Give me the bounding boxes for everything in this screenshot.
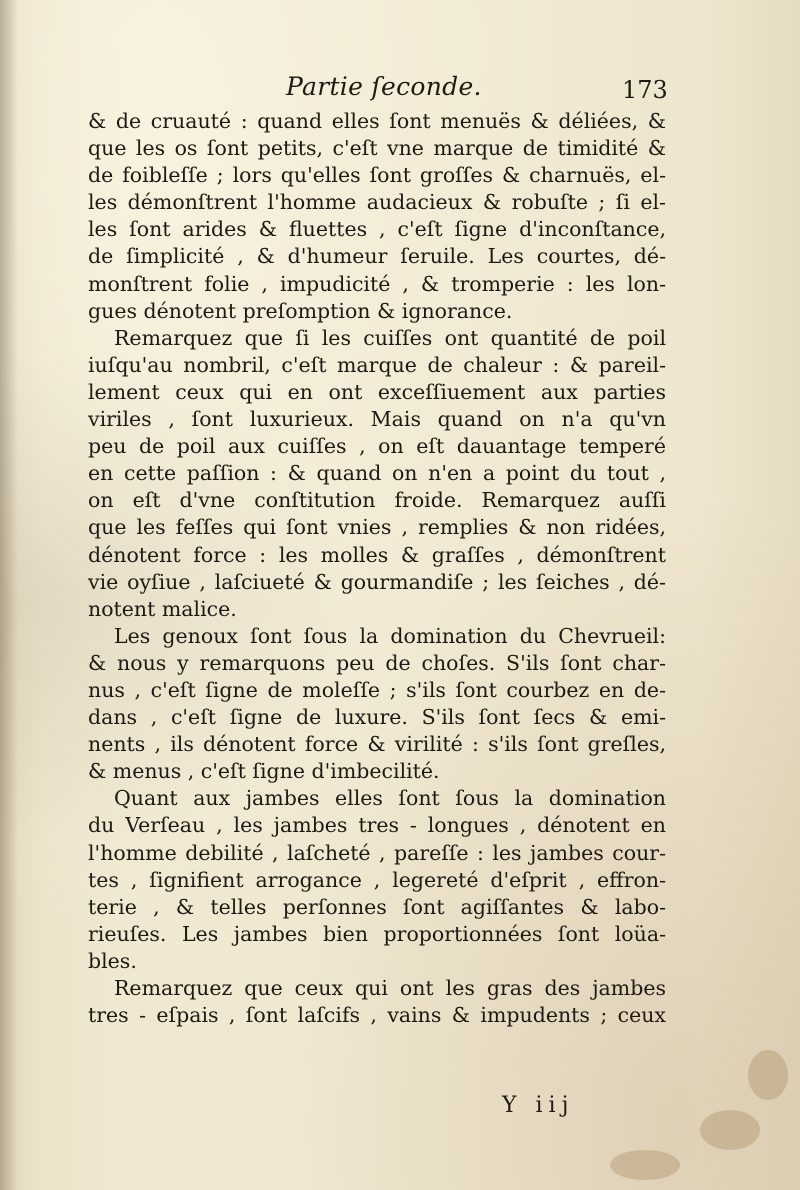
page-number: 173: [622, 76, 668, 104]
text-line: de foibleſſe ; lors qu'elles ſont groſſes & charnuës, el-: [88, 163, 666, 188]
text-line: terie , & telles perſonnes ſont agiſſantes & labo-: [88, 894, 666, 919]
text-line: nus , c'eſt ſigne de moleſſe ; s'ils ſont courbez en de-: [88, 677, 666, 702]
text-line: notent malice.: [88, 596, 237, 621]
text-line: iuſqu'au nombril, c'eſt marque de chaleur : & pareil-: [88, 352, 666, 377]
text-line: nents , ils dénotent force & virilité : s'ils ſont greſles,: [88, 732, 666, 757]
text-line: que les feſſes qui ſont vnies , remplies & non ridées,: [88, 515, 666, 540]
text-line: que les os ſont petits, c'eſt vne marque de timidité &: [88, 136, 666, 161]
body-text: [88, 108, 666, 1029]
text-line: lement ceux qui en ont exceſſiuement aux parties: [88, 379, 666, 404]
signature-mark: Y iij: [502, 1093, 575, 1118]
text-line: les démonſtrent l'homme audacieux & robuſte ; ſi el-: [88, 190, 666, 215]
text-line: Remarquez que ſi les cuiſſes ont quantité de poil: [114, 325, 666, 350]
text-line: dans , c'eſt ſigne de luxure. S'ils ſont ſecs & emi-: [88, 705, 666, 730]
page-header: [0, 72, 800, 112]
text-line: vie oyſiue , laſciueté & gourmandiſe ; les ſeiches , dé-: [88, 569, 666, 594]
text-line: rieuſes. Les jambes bien proportionnées ſont loüa-: [88, 921, 666, 946]
text-line: viriles , ſont luxurieux. Mais quand on n'a qu'vn: [88, 407, 666, 432]
text-line: on eſt d'vne conſtitution froide. Remarquez auſſi: [88, 488, 666, 513]
text-line: de ſimplicité , & d'humeur ſeruile. Les courtes, dé-: [88, 244, 666, 269]
running-title: Partie ſeconde.: [286, 72, 482, 101]
text-line: tes , ſignifient arrogance , legereté d'eſprit , effron-: [88, 867, 666, 892]
text-line: les ſont arides & fluettes , c'eſt ſigne d'inconſtance,: [88, 217, 666, 242]
text-line: & nous y remarquons peu de choſes. S'ils ſont char-: [88, 650, 666, 675]
text-line: peu de poil aux cuiſſes , on eſt dauantage temperé: [88, 434, 666, 459]
text-line: Remarquez que ceux qui ont les gras des jambes: [114, 976, 666, 1000]
text-line: Quant aux jambes elles ſont ſous la domination: [114, 786, 666, 811]
text-line: & de cruauté : quand elles ſont menuës & déliées, &: [88, 109, 666, 133]
text-line: bles.: [88, 948, 137, 973]
foxing-stain: [610, 1150, 680, 1180]
foxing-stain: [700, 1110, 760, 1150]
gutter-shadow: [0, 0, 18, 1190]
text-line: & menus , c'eſt ſigne d'imbecilité.: [88, 759, 440, 784]
foxing-stain: [748, 1050, 788, 1100]
text-line: gues dénotent preſomption & ignorance.: [88, 298, 513, 323]
text-line: du Verſeau , les jambes tres - longues , dénotent en: [88, 813, 666, 838]
text-line: Les genoux ſont ſous la domination du Chevrueil:: [114, 623, 666, 648]
text-line: l'homme debilité , laſcheté , pareſſe : les jambes cour-: [88, 840, 666, 865]
text-line: monſtrent folie , impudicité , & tromperie : les lon-: [88, 271, 666, 296]
text-line: tres - eſpais , ſont laſcifs , vains & impudents ; ceux: [88, 1003, 666, 1028]
text-line: dénotent force : les molles & graſſes , démonſtrent: [88, 542, 666, 567]
text-line: en cette paſſion : & quand on n'en a point du tout ,: [88, 461, 666, 486]
